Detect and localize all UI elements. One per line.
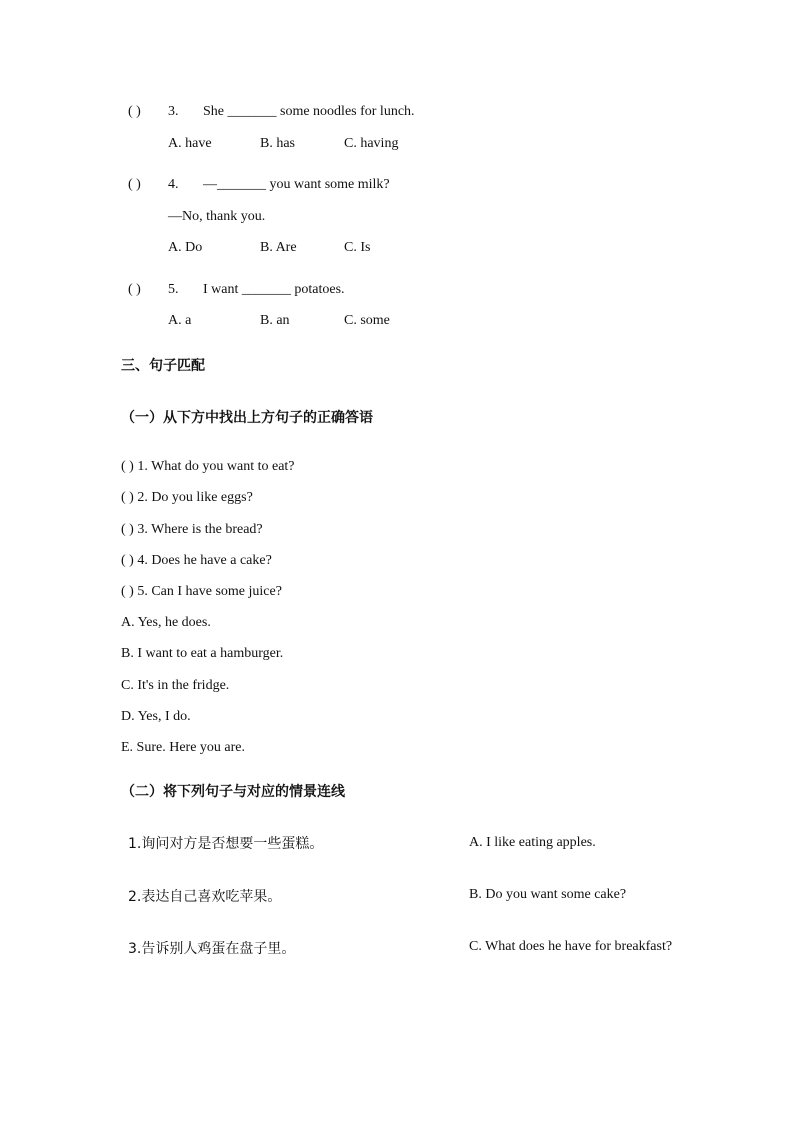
answer-blank[interactable]: ( ): [128, 177, 141, 192]
section-title: 三、句子匹配: [121, 358, 205, 374]
match-answer: D. Yes, I do.: [121, 709, 191, 724]
situation-item: 3.告诉别人鸡蛋在盘子里。: [128, 941, 296, 957]
subsection-title: （一）从下方中找出上方句子的正确答语: [121, 410, 373, 426]
option-a: A. a: [168, 313, 192, 328]
match-question: ( ) 3. Where is the bread?: [121, 522, 263, 537]
answer-blank[interactable]: ( ): [128, 282, 141, 297]
match-answer: B. I want to eat a hamburger.: [121, 646, 284, 661]
option-c: C. having: [344, 136, 399, 151]
option-c: C. Is: [344, 240, 371, 255]
option-b: B. has: [260, 136, 295, 151]
question-number: 5.: [168, 282, 179, 297]
option-b: B. Are: [260, 240, 297, 255]
match-question: ( ) 1. What do you want to eat?: [121, 459, 295, 474]
question-reply: —No, thank you.: [168, 209, 266, 224]
situation-item: 1.询问对方是否想要一些蛋糕。: [128, 836, 324, 852]
question-stem: —_______ you want some milk?: [203, 177, 390, 192]
question-stem: She _______ some noodles for lunch.: [203, 104, 415, 119]
match-question: ( ) 5. Can I have some juice?: [121, 584, 282, 599]
question-stem: I want _______ potatoes.: [203, 282, 345, 297]
match-answer: A. Yes, he does.: [121, 615, 211, 630]
option-a: A. have: [168, 136, 212, 151]
subsection-title: （二）将下列句子与对应的情景连线: [121, 784, 345, 800]
match-answer: E. Sure. Here you are.: [121, 740, 246, 755]
option-b: B. an: [260, 313, 290, 328]
sentence-item: A. I like eating apples.: [469, 835, 596, 850]
option-a: A. Do: [168, 240, 203, 255]
sentence-item: B. Do you want some cake?: [469, 887, 627, 902]
situation-item: 2.表达自己喜欢吃苹果。: [128, 889, 282, 905]
question-number: 3.: [168, 104, 179, 119]
sentence-item: C. What does he have for breakfast?: [469, 939, 673, 954]
match-question: ( ) 2. Do you like eggs?: [121, 490, 253, 505]
match-question: ( ) 4. Does he have a cake?: [121, 553, 272, 568]
option-c: C. some: [344, 313, 390, 328]
match-answer: C. It's in the fridge.: [121, 678, 230, 693]
answer-blank[interactable]: ( ): [128, 104, 141, 119]
question-number: 4.: [168, 177, 179, 192]
